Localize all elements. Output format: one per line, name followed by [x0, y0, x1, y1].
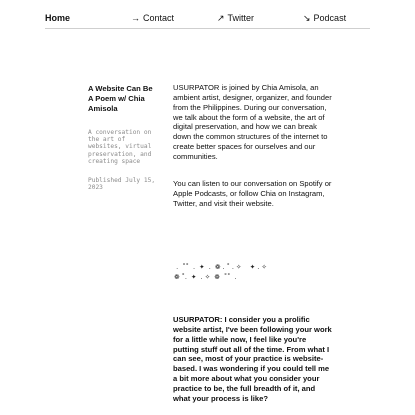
nav-contact-label: Contact: [143, 13, 175, 23]
article-description: A conversation on the art of websites, virtual preservation, and creating space: [88, 128, 152, 166]
nav-contact-link[interactable]: [131, 13, 174, 23]
nav-home-link[interactable]: Home: [45, 13, 71, 23]
nav-twitter-link[interactable]: [217, 13, 254, 24]
arrow-right-icon: →: [131, 13, 140, 23]
nav-podcast-link[interactable]: [303, 13, 346, 24]
intro-paragraph: USURPATOR is joined by Chia Amisola, an ambient artist, designer, organizer, and founder from the Philippines. During our conversation, we talk about the form of a website, the art of digital preservation, and how we can break down the common structures of the internet to create better spaces for ourselves and our communities.: [173, 83, 332, 162]
article-body: [173, 83, 333, 208]
article-title: A Website Can Be A Poem w/ Chia Amisola: [88, 84, 153, 113]
interview-question: USURPATOR: I consider you a prolific website artist, I've been following your work for a little while now, I feel like you're putting stuff out all of the time. From what I can see, most of your practice is website-based. I was wondering if you could tell me a bit more about what you consider your practice to be, the full breadth of it, and what your process is like?: [173, 315, 332, 403]
arrow-down-right-icon: ↘: [303, 13, 311, 23]
published-date: Published July 15, 2023: [88, 176, 156, 192]
top-nav: [45, 10, 370, 29]
nav-podcast-label: Podcast: [313, 13, 347, 23]
article-sidebar: [88, 84, 158, 192]
nav-twitter-label: Twitter: [227, 13, 255, 23]
sparkle-divider: . ˚˚ . ✦ . ❁ . ˚ . ✧ ✦ . ✧ ❁ ˚. ✦ . ✧ ❁ ˚˚ .: [174, 263, 267, 282]
listen-paragraph: You can listen to our conversation on Spotify or Apple Podcasts, or follow Chia on Instagram, Twitter, and visit their website.: [173, 178, 332, 208]
arrow-up-right-icon: ↗: [217, 13, 225, 23]
